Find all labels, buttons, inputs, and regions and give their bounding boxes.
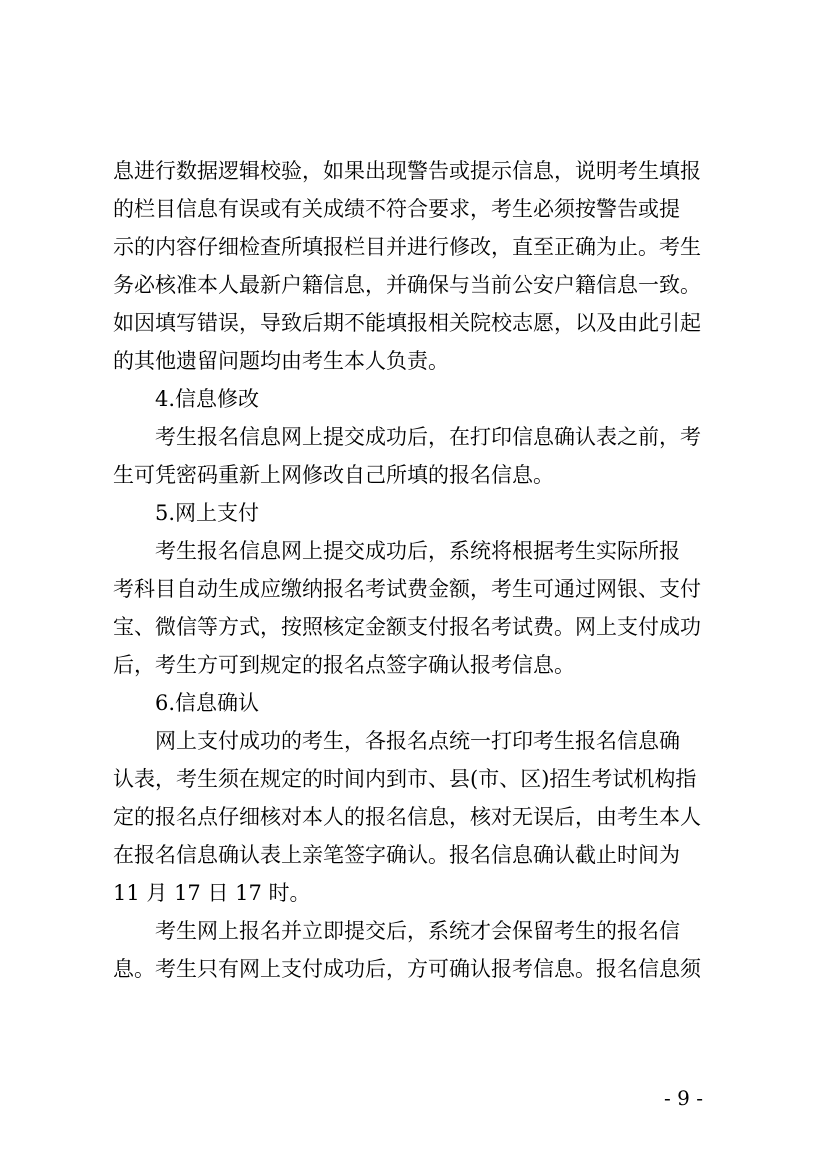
paragraph-line: 宝、微信等方式，按照核定金额支付报名考试费。网上支付成功 xyxy=(113,615,701,639)
paragraph-line: 认表，考生须在规定的时间内到市、县(市、区)招生考试机构指 xyxy=(113,767,697,791)
paragraph-line: 在报名信息确认表上亲笔签字确认。报名信息确认截止时间为 xyxy=(113,843,680,867)
paragraph-line: 的栏目信息有误或有关成绩不符合要求，考生必须按警告或提 xyxy=(113,197,680,221)
paragraph-line: 息。考生只有网上支付成功后，方可确认报考信息。报名信息须 xyxy=(113,957,701,981)
paragraph-line: 务必核准本人最新户籍信息，并确保与当前公安户籍信息一致。 xyxy=(113,273,701,297)
paragraph-line: 如因填写错误，导致后期不能填报相关院校志愿，以及由此引起 xyxy=(113,311,701,335)
section-heading-info-confirm: 6.信息确认 xyxy=(155,691,260,715)
paragraph-line: 定的报名点仔细核对本人的报名信息，核对无误后，由考生本人 xyxy=(113,805,701,829)
paragraph-line: 网上支付成功的考生，各报名点统一打印考生报名信息确 xyxy=(155,729,680,753)
paragraph-line: 后，考生方可到规定的报名点签字确认报考信息。 xyxy=(113,653,575,677)
paragraph-line: 生可凭密码重新上网修改自己所填的报名信息。 xyxy=(113,463,554,487)
paragraph-line: 考生报名信息网上提交成功后，在打印信息确认表之前，考 xyxy=(155,425,701,449)
paragraph-line: 11 月 17 日 17 时。 xyxy=(113,881,311,905)
section-heading-online-payment: 5.网上支付 xyxy=(155,501,260,525)
paragraph-line: 考科目自动生成应缴纳报名考试费金额，考生可通过网银、支付 xyxy=(113,577,701,601)
section-heading-info-modify: 4.信息修改 xyxy=(155,387,260,411)
paragraph-line: 息进行数据逻辑校验，如果出现警告或提示信息，说明考生填报 xyxy=(113,159,701,183)
paragraph-line: 的其他遗留问题均由考生本人负责。 xyxy=(113,349,449,373)
document-body xyxy=(113,152,721,988)
paragraph-line: 考生网上报名并立即提交后，系统才会保留考生的报名信 xyxy=(155,919,680,943)
paragraph-line: 示的内容仔细检查所填报栏目并进行修改，直至正确为止。考生 xyxy=(113,235,701,259)
page-number: - 9 - xyxy=(664,1086,703,1110)
paragraph-line: 考生报名信息网上提交成功后，系统将根据考生实际所报 xyxy=(155,539,680,563)
